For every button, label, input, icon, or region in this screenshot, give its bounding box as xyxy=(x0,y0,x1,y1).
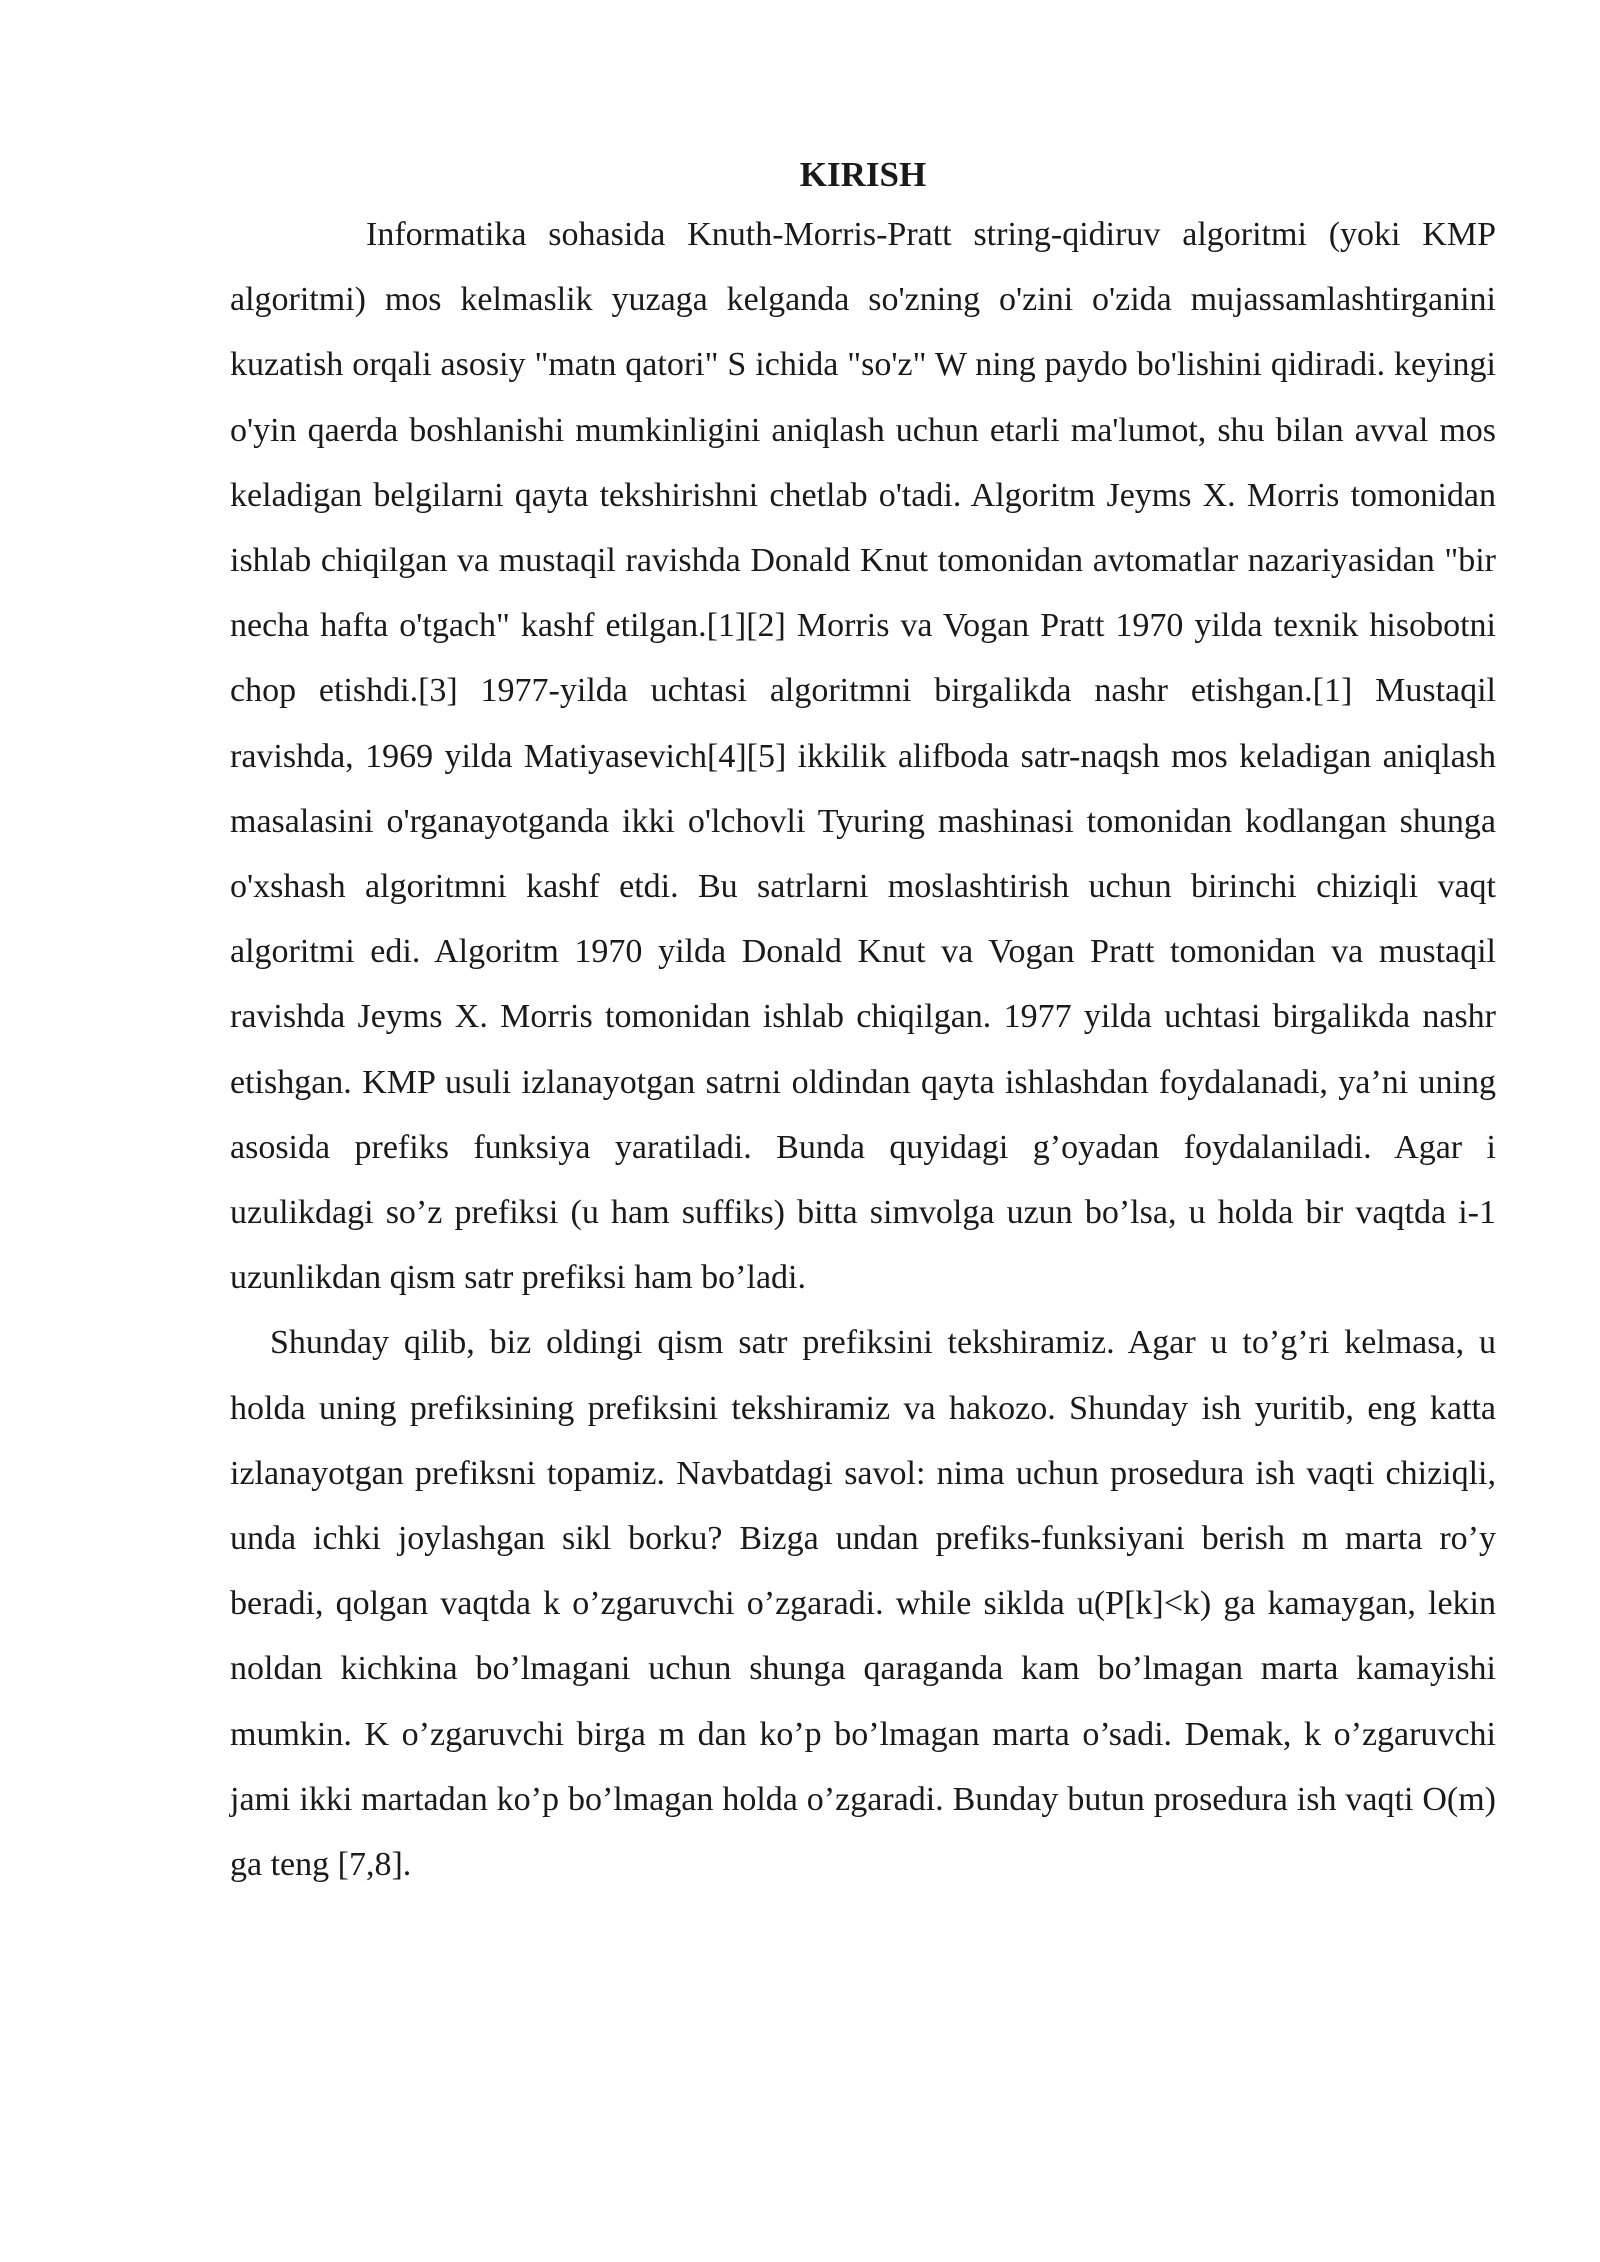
document-page xyxy=(230,150,1496,1897)
document-title: KIRISH xyxy=(799,155,927,194)
paragraph-intro: Informatika sohasida Knuth-Morris-Pratt string-qidiruv algoritmi (yoki KMP algoritmi) mos kelmaslik yuzaga kelganda so'zning o'zini o'zida mujassamlashtirganini kuzatish orqali asosiy "matn qatori" S ichida "so'z" W ning paydo bo'lishini qidiradi. keyingi o'yin qaerda boshlanishi mumkinligini aniqlash uchun etarli ma'lumot, shu bilan avval mos keladigan belgilarni qayta tekshirishni chetlab o'tadi. Algoritm Jeyms X. Morris tomonidan ishlab chiqilgan va mustaqil ravishda Donald Knut tomonidan avtomatlar nazariyasidan "bir necha hafta o'tgach" kashf etilgan.[1][2] Morris va Vogan Pratt 1970 yilda texnik hisobotni chop etishdi.[3] 1977-yilda uchtasi algoritmni birgalikda nashr etishgan.[1] Mustaqil ravishda, 1969 yilda Matiyasevich[4][5] ikkilik alifboda satr-naqsh mos keladigan aniqlash masalasini o'rganayotganda ikki o'lchovli Tyuring mashinasi tomonidan kodlangan shunga o'xshash algoritmni kashf etdi. Bu satrlarni moslashtirish uchun birinchi chiziqli vaqt algoritmi edi. Algoritm 1970 yilda Donald Knut va Vogan Pratt tomonidan va mustaqil ravishda Jeyms X. Morris tomonidan ishlab chiqilgan. 1977 yilda uchtasi birgalikda nashr etishgan. KMP usuli izlanayotgan satrni oldindan qayta ishlashdan foydalanadi, ya’ni uning asosida prefiks funksiya yaratiladi. Bunda quyidagi g’oyadan foydalaniladi. Agar i uzulikdagi so’z prefiksi (u ham suffiks) bitta simvolga uzun bo’lsa, u holda bir vaqtda i-1 uzunlikdan qism satr prefiksi ham bo’ladi. xyxy=(230,216,1496,1297)
paragraph-continuation: Shunday qilib, biz oldingi qism satr prefiksini tekshiramiz. Agar u to’g’ri kelmasa, u holda uning prefiksining prefiksini tekshiramiz va hakozo. Shunday ish yuritib, eng katta izlanayotgan prefiksni topamiz. Navbatdagi savol: nima uchun prosedura ish vaqti chiziqli, unda ichki joylashgan sikl borku? Bizga undan prefiks-funksiyani berish m marta ro’y beradi, qolgan vaqtda k o’zgaruvchi o’zgaradi. while siklda u(P[k]<k) ga kamaygan, lekin noldan kichkina bo’lmagani uchun shunga qaraganda kam bo’lmagan marta kamayishi mumkin. K o’zgaruvchi birga m dan ko’p bo’lmagan marta o’sadi. Demak, k o’zgaruvchi jami ikki martadan ko’p bo’lmagan holda o’zgaradi. Bunday butun prosedura ish vaqti O(m) ga teng [7,8]. xyxy=(230,1324,1496,1884)
